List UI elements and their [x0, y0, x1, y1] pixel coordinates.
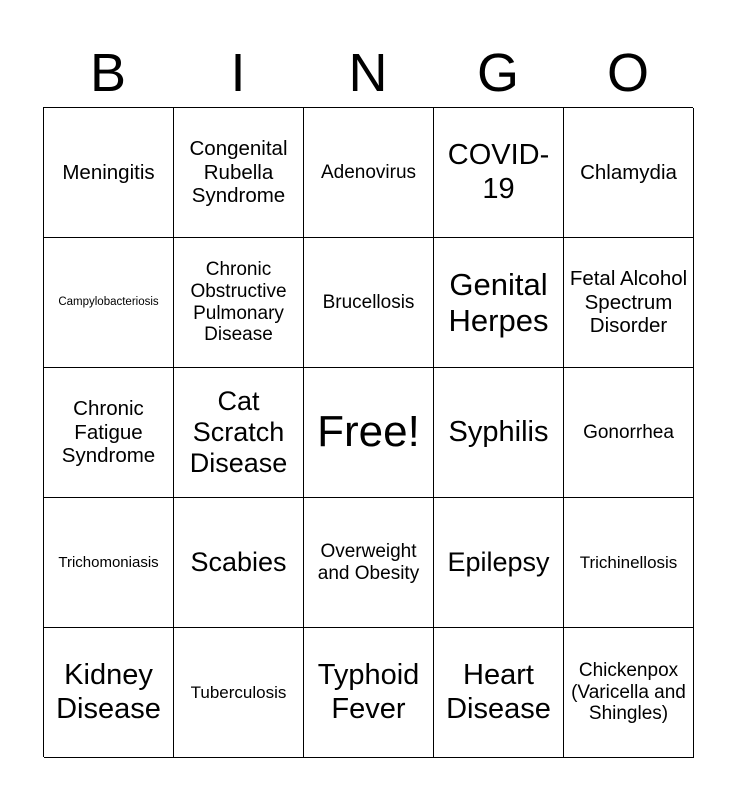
bingo-cell[interactable]: Congenital Rubella Syndrome: [174, 108, 304, 238]
bingo-cell[interactable]: Overweight and Obesity: [304, 498, 434, 628]
bingo-cell[interactable]: Cat Scratch Disease: [174, 368, 304, 498]
bingo-cell[interactable]: Typhoid Fever: [304, 628, 434, 758]
bingo-cell[interactable]: Epilepsy: [434, 498, 564, 628]
header-letter-g: G: [476, 43, 519, 103]
bingo-cell[interactable]: COVID-19: [434, 108, 564, 238]
bingo-cell[interactable]: Trichomoniasis: [44, 498, 174, 628]
bingo-grid: [43, 107, 693, 757]
bingo-cell[interactable]: Scabies: [174, 498, 304, 628]
header-letter-i: I: [230, 43, 246, 103]
bingo-cell[interactable]: Brucellosis: [304, 238, 434, 368]
bingo-cell[interactable]: Genital Herpes: [434, 238, 564, 368]
header-letter-o: O: [606, 43, 649, 103]
bingo-cell[interactable]: Kidney Disease: [44, 628, 174, 758]
bingo-cell[interactable]: Campylobacteriosis: [44, 238, 174, 368]
bingo-cell[interactable]: Syphilis: [434, 368, 564, 498]
bingo-cell[interactable]: Chronic Obstructive Pulmonary Disease: [174, 238, 304, 368]
bingo-cell[interactable]: Chronic Fatigue Syndrome: [44, 368, 174, 498]
bingo-cell[interactable]: Fetal Alcohol Spectrum Disorder: [564, 238, 694, 368]
bingo-cell[interactable]: Meningitis: [44, 108, 174, 238]
header-letter-n: N: [348, 43, 388, 103]
bingo-cell[interactable]: Gonorrhea: [564, 368, 694, 498]
header-letter-b: B: [89, 43, 127, 103]
bingo-cell[interactable]: Tuberculosis: [174, 628, 304, 758]
bingo-cell[interactable]: Adenovirus: [304, 108, 434, 238]
bingo-header: [43, 38, 693, 108]
bingo-cell[interactable]: Chlamydia: [564, 108, 694, 238]
bingo-cell[interactable]: Chickenpox (Varicella and Shingles): [564, 628, 694, 758]
free-space[interactable]: Free!: [304, 368, 434, 498]
bingo-cell[interactable]: Heart Disease: [434, 628, 564, 758]
bingo-cell[interactable]: Trichinellosis: [564, 498, 694, 628]
